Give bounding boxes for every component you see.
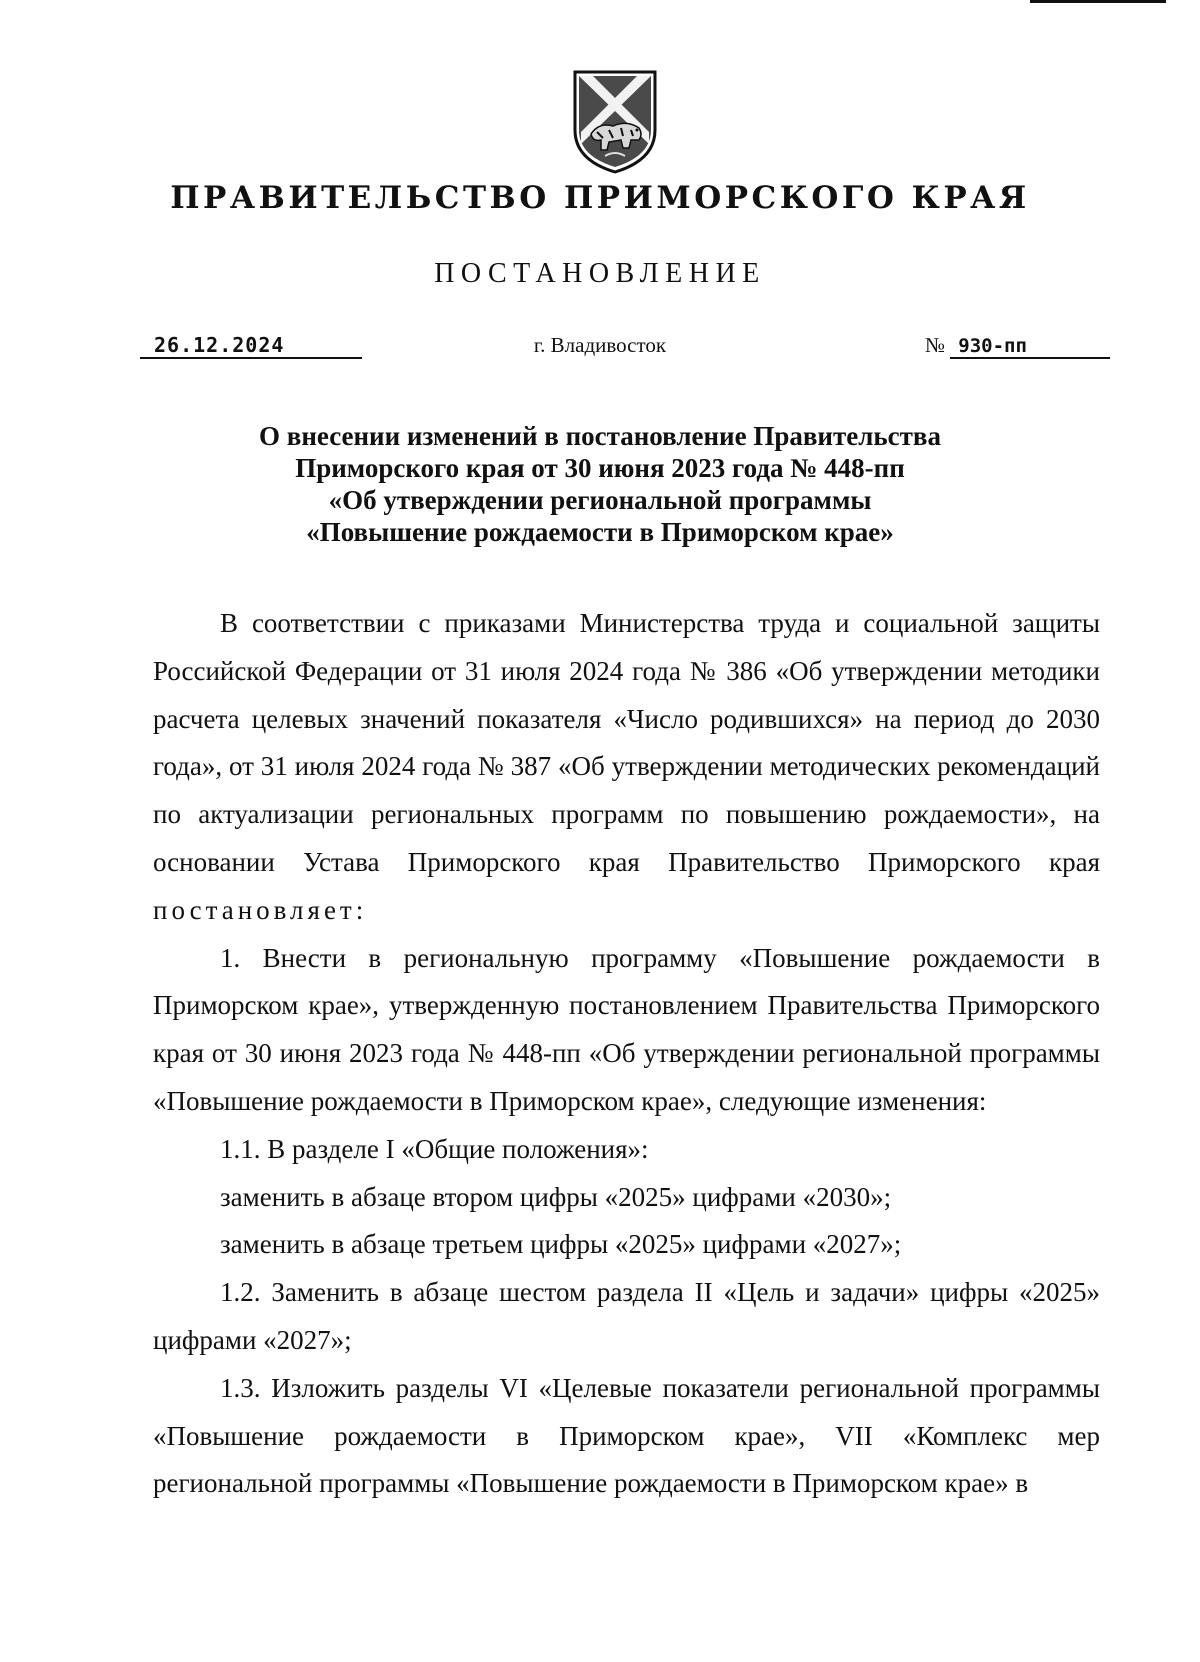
item-1-1-paragraph: 1.1. В разделе I «Общие положения»: xyxy=(220,1133,649,1164)
document-city: г. Владивосток xyxy=(533,333,667,357)
document-date: 26.12.2024 xyxy=(140,333,362,359)
coat-of-arms-icon xyxy=(569,68,661,176)
heading-line: Приморского края от 30 июня 2023 года № 448-пп xyxy=(295,453,905,483)
document-heading xyxy=(0,420,1200,548)
item-1-1-a-paragraph: заменить в абзаце втором цифры «2025» цифрами «2030»; xyxy=(220,1181,892,1212)
number-sign: № xyxy=(925,333,946,357)
document-type: ПОСТАНОВЛЕНИЕ xyxy=(434,258,766,289)
document-number-block xyxy=(925,333,1125,359)
document-body xyxy=(153,600,1100,1508)
heading-line: О внесении изменений в постановление Правительства xyxy=(259,421,941,451)
heading-line: «Повышение рождаемости в Приморском крае» xyxy=(306,517,894,547)
item-1-1-b-paragraph: заменить в абзаце третьем цифры «2025» цифрами «2027»; xyxy=(220,1229,902,1260)
top-edge-rule xyxy=(1030,0,1166,3)
item-1-2-paragraph: 1.2. Заменить в абзаце шестом раздела II «Цель и задачи» цифры «2025» цифрами «2027»; xyxy=(153,1277,1100,1355)
preamble-text: В соответствии с приказами Министерства труда и социальной защиты Российской Федерации от 31 июля 2024 года № 386 «Об утверждении методики расчета целевых значений показателя «Число родившихся» на период до 2030 года», от 31 июля 2024 года № 387 «Об утверждении методических рекомендаций по актуализации региональных программ по повышению рождаемости», на основании Устава Приморского края Правительство Приморского края xyxy=(153,608,1100,877)
document-number: 930-пп xyxy=(950,335,1110,359)
item-1-3-paragraph: 1.3. Изложить разделы VI «Целевые показатели региональной программы «Повышение рождаемости в Приморском крае», VII «Комплекс мер региональной программы «Повышение рождаемости в Приморском крае» в xyxy=(153,1372,1100,1499)
preamble-paragraph xyxy=(153,600,1100,935)
preamble-verb: постановляет: xyxy=(153,894,368,925)
heading-line: «Об утверждении региональной программы xyxy=(328,485,872,515)
government-title: ПРАВИТЕЛЬСТВО ПРИМОРСКОГО КРАЯ xyxy=(170,180,1030,216)
document-meta-line xyxy=(0,333,1200,373)
item-1-paragraph: 1. Внести в региональную программу «Повышение рождаемости в Приморском крае», утвержденную постановлением Правительства Приморского края от 30 июня 2023 года № 448-пп «Об утверждении региональной программы «Повышение рождаемости в Приморском крае», следующие изменения: xyxy=(153,942,1100,1116)
